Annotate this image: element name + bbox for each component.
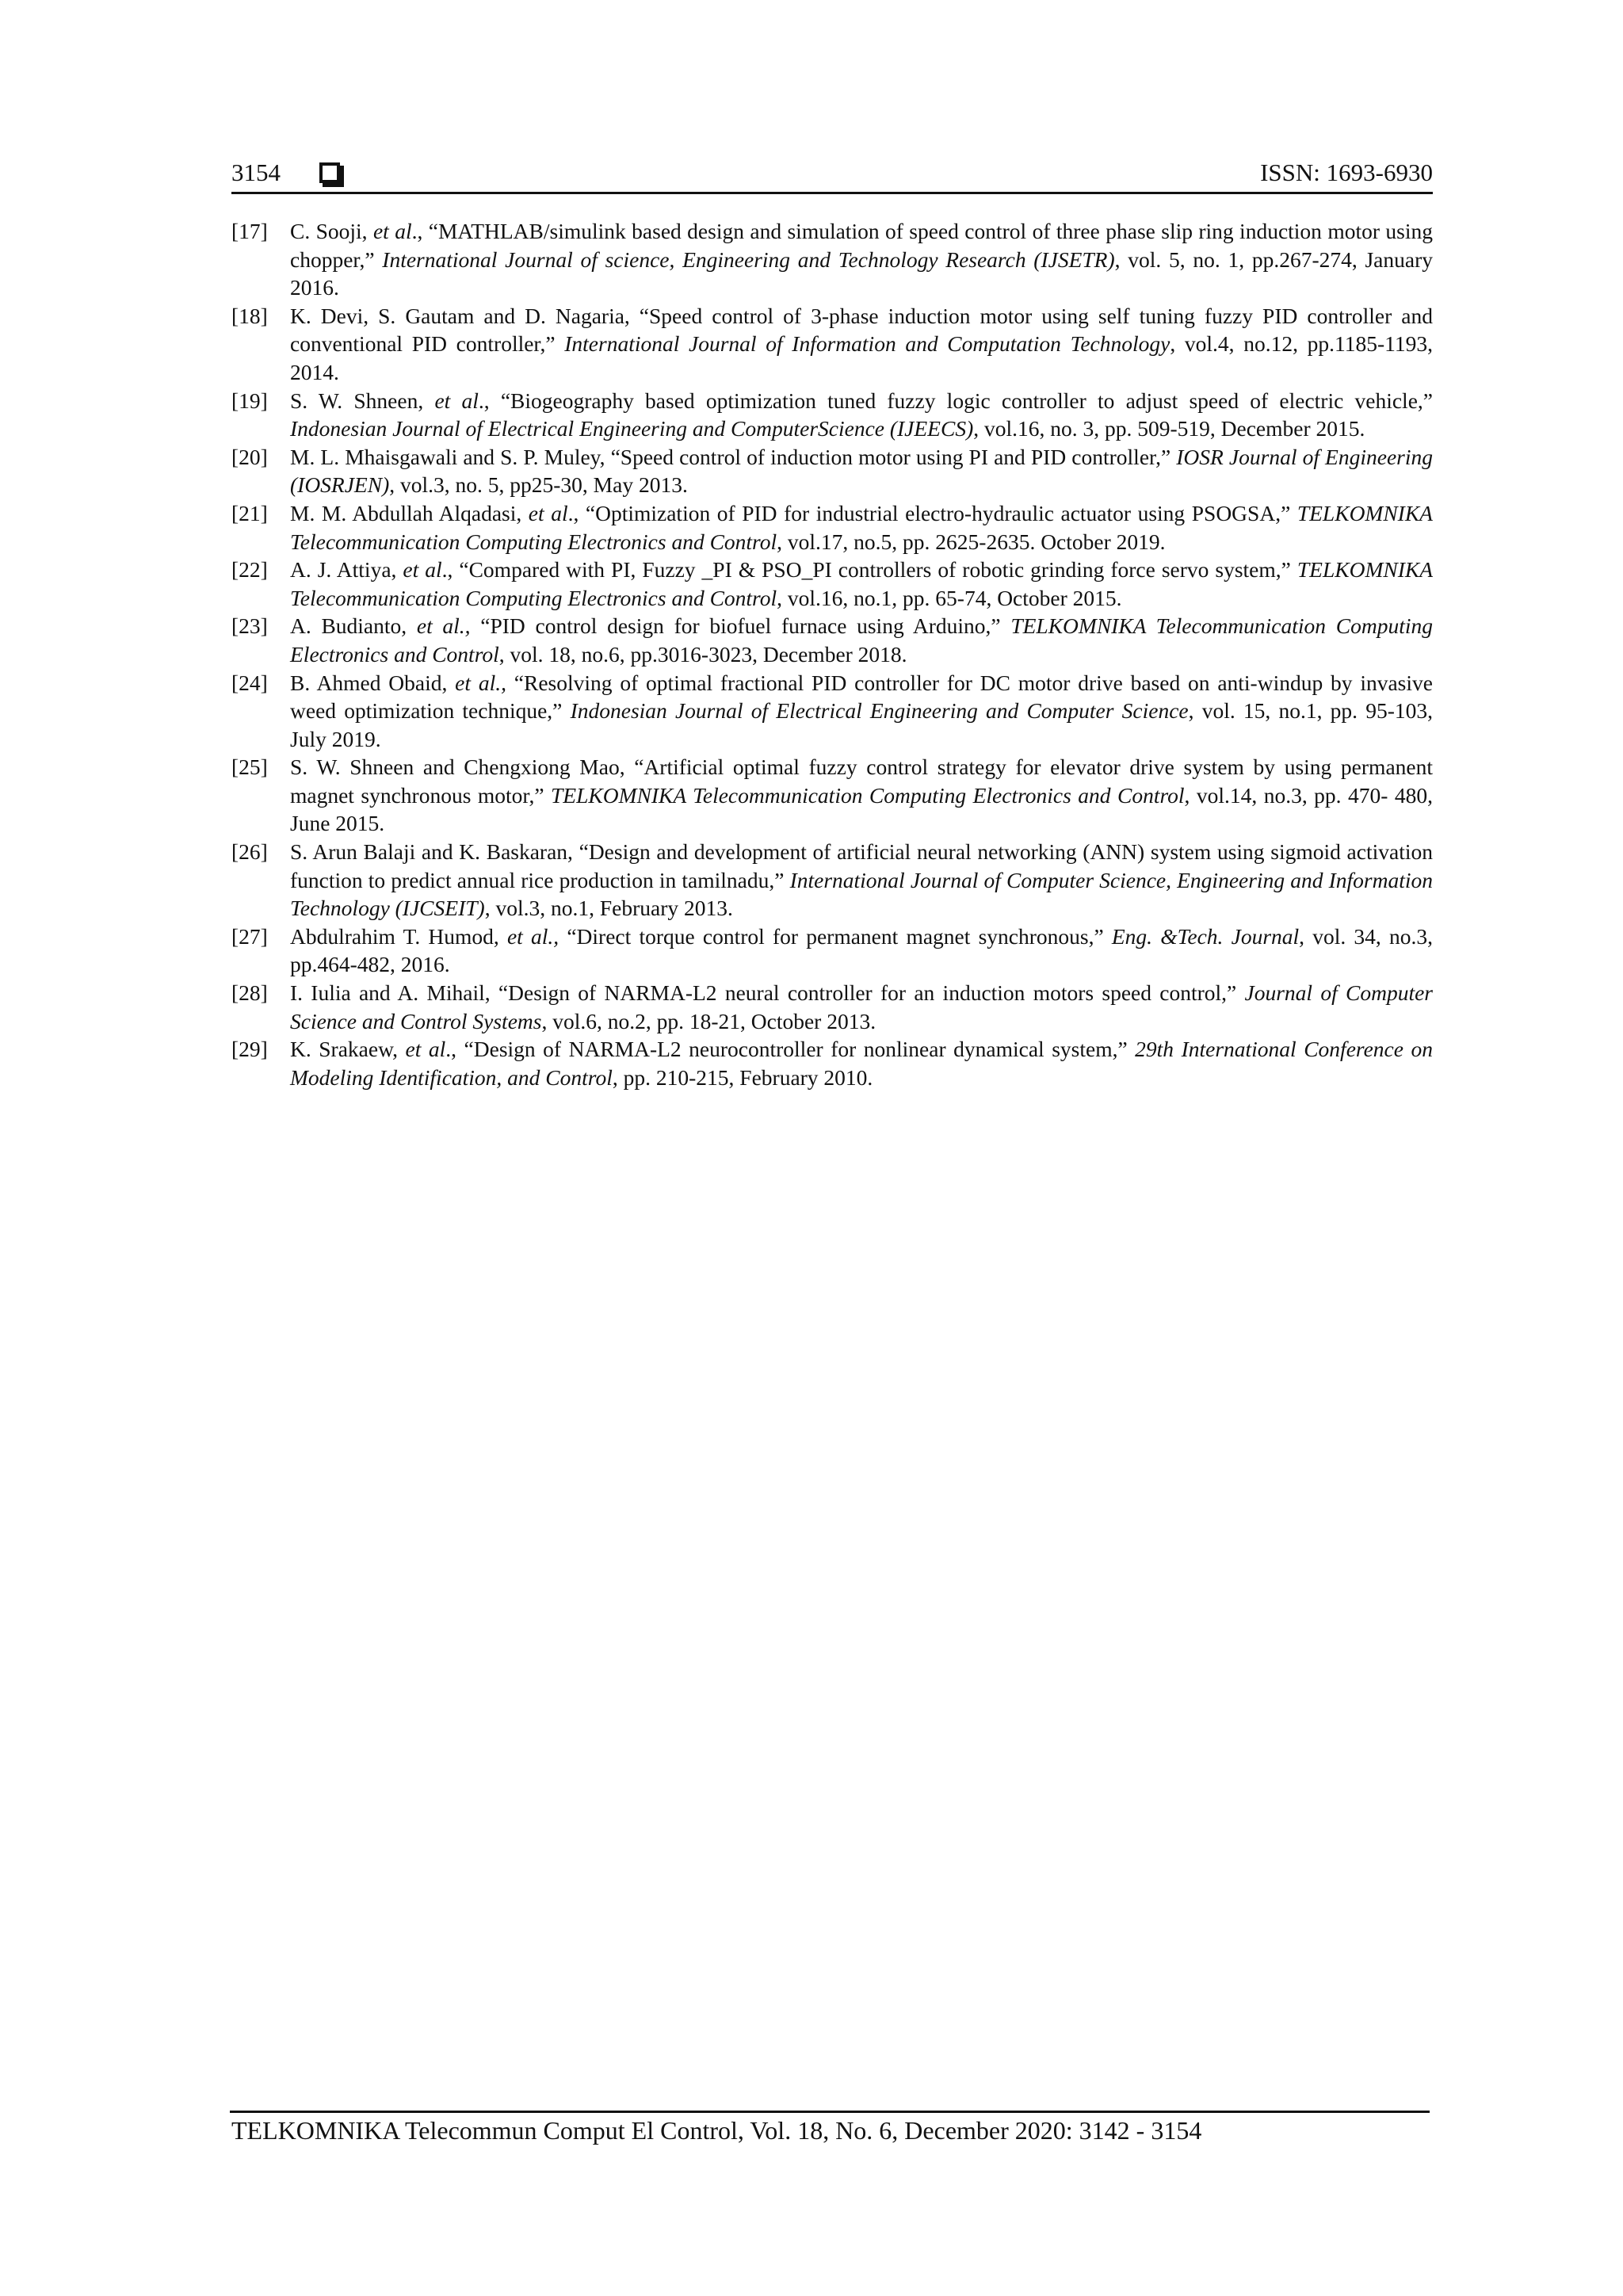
reference-text-segment: , vol.14, no.3, pp. 470- 480, June 2015. xyxy=(290,782,1433,836)
reference-text-segment: Abdulrahim T. Humod, xyxy=(290,923,507,949)
reference-item xyxy=(231,302,1433,387)
reference-number: [21] xyxy=(231,500,268,525)
page-number: 3154 xyxy=(231,159,281,186)
reference-italic-segment: Eng. &Tech. Journal xyxy=(1111,923,1300,949)
reference-text-segment: ., “Optimization of PID for industrial electro-hydraulic actuator using PSOGSA,” xyxy=(567,500,1297,525)
reference-list xyxy=(231,217,1433,1091)
reference-number: [17] xyxy=(231,219,268,243)
reference-text xyxy=(290,556,1433,612)
reference-italic-segment: et al xyxy=(528,500,568,525)
reference-text-segment: S. W. Shneen, xyxy=(290,388,435,413)
header-rule xyxy=(231,192,1433,194)
reference-text-segment: , vol.17, no.5, pp. 2625-2635. October 2019. xyxy=(777,529,1166,554)
square-icon xyxy=(319,162,340,183)
reference-italic-segment: IOSR Journal of Engineering (IOSRJEN) xyxy=(290,444,1433,498)
reference-italic-segment: et al xyxy=(405,1037,446,1062)
reference-text xyxy=(290,217,1433,302)
reference-item xyxy=(231,838,1433,923)
reference-text-segment: “PID control design for biofuel furnace using Arduino,” xyxy=(470,613,1011,639)
reference-item xyxy=(231,443,1433,499)
reference-italic-segment: et al xyxy=(372,219,412,243)
reference-text-segment: , vol.3, no.1, February 2013. xyxy=(484,896,733,921)
reference-number: [27] xyxy=(231,923,268,949)
reference-text xyxy=(290,669,1433,754)
reference-item xyxy=(231,1035,1433,1091)
reference-italic-segment: International Journal of Information and Computation Technology xyxy=(564,331,1170,357)
reference-number: [18] xyxy=(231,303,268,328)
reference-text xyxy=(290,302,1433,387)
reference-text-segment: S. W. Shneen and Chengxiong Mao, “Artificial optimal fuzzy control strategy for elevator drive system by using permanent magnet synchronous motor,” xyxy=(290,755,1433,808)
reference-text xyxy=(290,923,1433,979)
reference-number: [22] xyxy=(231,557,268,583)
reference-item xyxy=(231,387,1433,443)
reference-italic-segment: et al xyxy=(434,388,479,413)
reference-italic-segment: et al., xyxy=(455,670,506,695)
page-header xyxy=(231,155,1433,190)
page-footer: TELKOMNIKA Telecommun Comput El Control, Vol. 18, No. 6, December 2020: 3142 - 3154 xyxy=(231,2116,1202,2145)
reference-text xyxy=(290,838,1433,923)
reference-item xyxy=(231,923,1433,979)
reference-italic-segment: TELKOMNIKA Telecommunication Computing Electronics and Control xyxy=(290,557,1433,610)
reference-item xyxy=(231,499,1433,556)
reference-italic-segment: International Journal of Computer Science, Engineering and Information Technology (IJCSEIT) xyxy=(290,867,1433,921)
reference-italic-segment: TELKOMNIKA Telecommunication Computing Electronics and Control xyxy=(290,500,1433,554)
reference-text-segment: ., “MATHLAB/simulink based design and simulation of speed control of three phase slip ring induction motor using chopper,” xyxy=(290,219,1434,272)
reference-item xyxy=(231,753,1433,838)
reference-number: [29] xyxy=(231,1037,268,1062)
reference-italic-segment: International Journal of science, Engineering and Technology Research (IJSETR) xyxy=(382,246,1115,272)
reference-text xyxy=(290,612,1433,668)
reference-number: [23] xyxy=(231,613,268,639)
reference-number: [26] xyxy=(231,839,268,865)
reference-item xyxy=(231,669,1433,754)
reference-text-segment: , vol.4, no.12, pp.1185-1193, 2014. xyxy=(290,331,1433,384)
issn: ISSN: 1693-6930 xyxy=(1260,159,1433,186)
reference-text xyxy=(290,387,1433,443)
reference-text-segment: C. Sooji, xyxy=(290,219,373,243)
reference-number: [28] xyxy=(231,980,268,1006)
reference-text-segment: , vol. 34, no.3, pp.464-482, 2016. xyxy=(290,923,1433,977)
reference-text-segment: , vol. 18, no.6, pp.3016-3023, December 2018. xyxy=(498,641,907,667)
reference-text-segment: “Resolving of optimal fractional PID controller for DC motor drive based on anti-windup by invasive weed optimization technique,” xyxy=(290,670,1433,724)
reference-item xyxy=(231,979,1433,1035)
reference-text xyxy=(290,979,1433,1035)
reference-text-segment: S. Arun Balaji and K. Baskaran, “Design and development of artificial neural networking (ANN) system using sigmoid activation function to predict annual rice production in tamilnadu,” xyxy=(290,839,1433,892)
reference-italic-segment: 29th International Conference on Modeling Identification, and Control xyxy=(290,1037,1433,1090)
reference-text-segment: K. Srakaew, xyxy=(290,1037,406,1062)
reference-text-segment: , vol. 5, no. 1, pp.267-274, January 2016. xyxy=(290,246,1433,300)
reference-italic-segment: TELKOMNIKA Telecommunication Computing Electronics and Control xyxy=(290,613,1433,667)
reference-text-segment: ., “Design of NARMA-L2 neurocontroller for nonlinear dynamical system,” xyxy=(445,1037,1136,1062)
reference-number: [25] xyxy=(231,755,268,780)
reference-italic-segment: et al., xyxy=(506,923,559,949)
reference-text-segment: A. J. Attiya, xyxy=(290,557,403,583)
reference-italic-segment: et al xyxy=(403,557,442,583)
reference-text-segment: M. L. Mhaisgawali and S. P. Muley, “Speed control of induction motor using PI and PID controller,” xyxy=(290,444,1177,469)
reference-number: [24] xyxy=(231,670,268,695)
reference-italic-segment: et al., xyxy=(416,613,471,639)
reference-text xyxy=(290,443,1433,499)
reference-item xyxy=(231,612,1433,668)
reference-text-segment: , vol.3, no. 5, pp25-30, May 2013. xyxy=(389,472,688,498)
reference-item xyxy=(231,217,1433,302)
reference-text-segment: , vol.6, no.2, pp. 18-21, October 2013. xyxy=(541,1008,876,1033)
reference-text-segment: A. Budianto, xyxy=(290,613,417,639)
reference-text xyxy=(290,499,1433,556)
reference-italic-segment: Indonesian Journal of Electrical Engineering and ComputerScience (IJEECS) xyxy=(290,416,974,441)
reference-text-segment: ., “Compared with PI, Fuzzy _PI & PSO_PI controllers of robotic grinding force servo system,” xyxy=(441,557,1297,583)
reference-italic-segment: TELKOMNIKA Telecommunication Computing Electronics and Control xyxy=(551,782,1185,808)
reference-italic-segment: Journal of Computer Science and Control Systems xyxy=(290,980,1433,1033)
reference-text-segment: , pp. 210-215, February 2010. xyxy=(612,1064,873,1090)
reference-italic-segment: Indonesian Journal of Electrical Engineering and Computer Science xyxy=(570,698,1189,724)
reference-text xyxy=(290,1035,1433,1091)
reference-text xyxy=(290,753,1433,838)
reference-text-segment: K. Devi, S. Gautam and D. Nagaria, “Speed control of 3-phase induction motor using self tuning fuzzy PID controller and conventional PID controller,” xyxy=(290,303,1433,357)
reference-text-segment: , vol.16, no.1, pp. 65-74, October 2015. xyxy=(777,585,1122,610)
reference-text-segment: ., “Biogeography based optimization tuned fuzzy logic controller to adjust speed of electric vehicle,” xyxy=(478,388,1433,413)
reference-text-segment: B. Ahmed Obaid, xyxy=(290,670,456,695)
reference-item xyxy=(231,556,1433,612)
reference-text-segment: I. Iulia and A. Mihail, “Design of NARMA-L2 neural controller for an induction motors speed control,” xyxy=(290,980,1245,1006)
reference-text-segment: , vol. 15, no.1, pp. 95-103, July 2019. xyxy=(290,698,1433,751)
reference-number: [20] xyxy=(231,444,268,469)
reference-text-segment: , vol.16, no. 3, pp. 509-519, December 2015. xyxy=(973,416,1365,441)
reference-text-segment: “Direct torque control for permanent magnet synchronous,” xyxy=(559,923,1112,949)
reference-number: [19] xyxy=(231,388,268,413)
reference-text-segment: M. M. Abdullah Alqadasi, xyxy=(290,500,529,525)
